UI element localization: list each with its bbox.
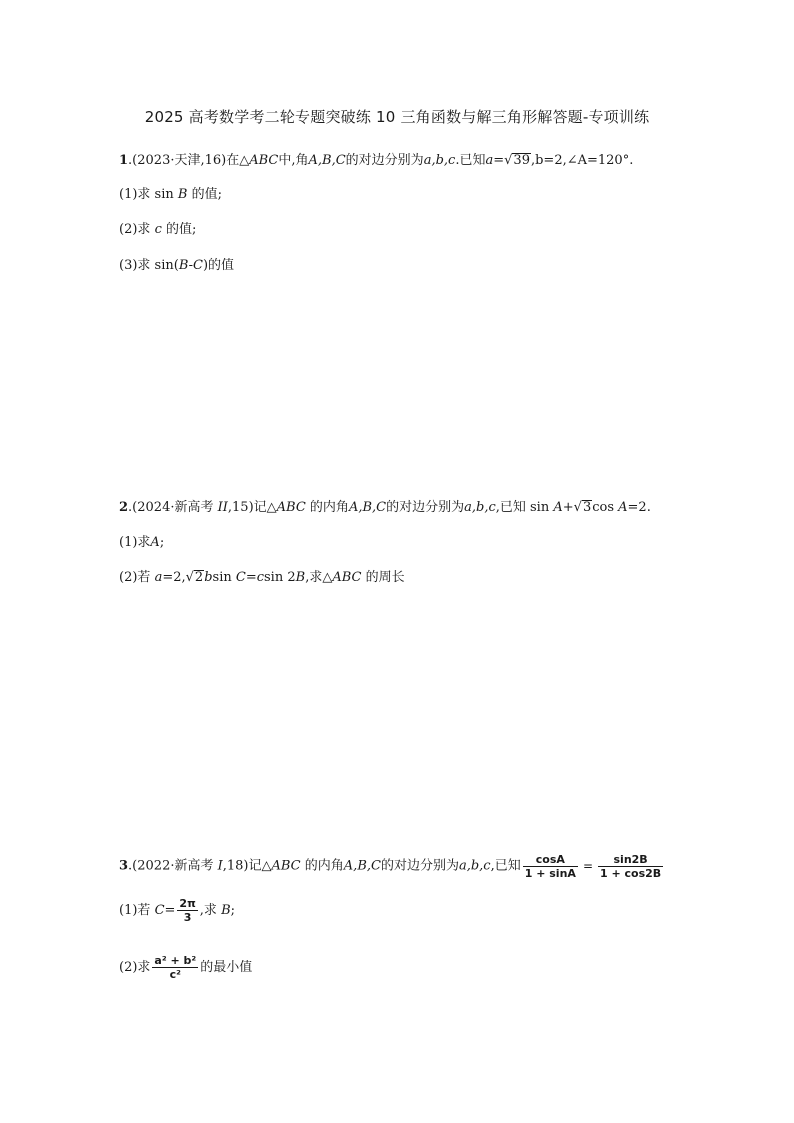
fraction-sin2B: $\frac{\sin 2B}{1 + \cos 2B}$ (600, 852, 662, 880)
sqrt-39: √39 (504, 153, 530, 168)
sqrt-3: √3 (573, 500, 592, 515)
fraction-2pi-3: $\frac{2\pi}{3}$ (179, 897, 196, 924)
question-2-part-1: (1)求A; (119, 535, 165, 550)
question-number: 2 (119, 500, 129, 515)
question-number: 1 (119, 153, 129, 168)
fraction-cosA: $\frac{\cos A}{1 + \sin A}$ (524, 852, 576, 880)
question-1-part-3: (3)求 sin(B-C)的值 (119, 258, 235, 273)
question-number: 3 (119, 858, 129, 874)
question-1-part-2: (2)求 c 的值; (119, 222, 197, 237)
fraction-a2b2-c2: $\frac{\text{a² + b²}}{\text{c²}}$ (154, 954, 197, 981)
question-1-part-1: (1)求 sin B 的值; (119, 187, 222, 202)
question-2-stem: 2.(2024·新高考 II,15)记△ABC 的内角A,B,C的对边分别为a,b,c,已知 sin A+√3cos A=2. (119, 500, 651, 515)
question-2-part-2: (2)若 a=2,√2bsin C=csin 2B,求△ABC 的周长 (119, 570, 405, 585)
question-1-stem: 1.(2023·天津,16)在△ABC中,角A,B,C的对边分别为a,b,c.已知a=√39,b=2,∠A=120°. (119, 153, 634, 168)
question-source: .(2023·天津,16) (128, 153, 227, 168)
question-3-part-2: (2)求 $\frac{\text{a² + b²}}{\text{c²}}$ 的最小值 (119, 954, 253, 981)
question-3-stem: 3.(2022·新高考 I,18)记△ABC 的内角A,B,C的对边分别为a,b,c,已知 $\frac{\cos A}{1 + \sin A}$ = $\frac{\sin 2B}{1 + \cos 2B}$ (119, 852, 662, 880)
sqrt-2: √2 (185, 570, 204, 585)
question-3-part-1: (1)若 C= $\frac{2\pi}{3}$ ,求 B; (119, 897, 236, 924)
page-title: 2025 高考数学考二轮专题突破练 10 三角函数与解三角形解答题-专项训练 (144, 108, 650, 126)
